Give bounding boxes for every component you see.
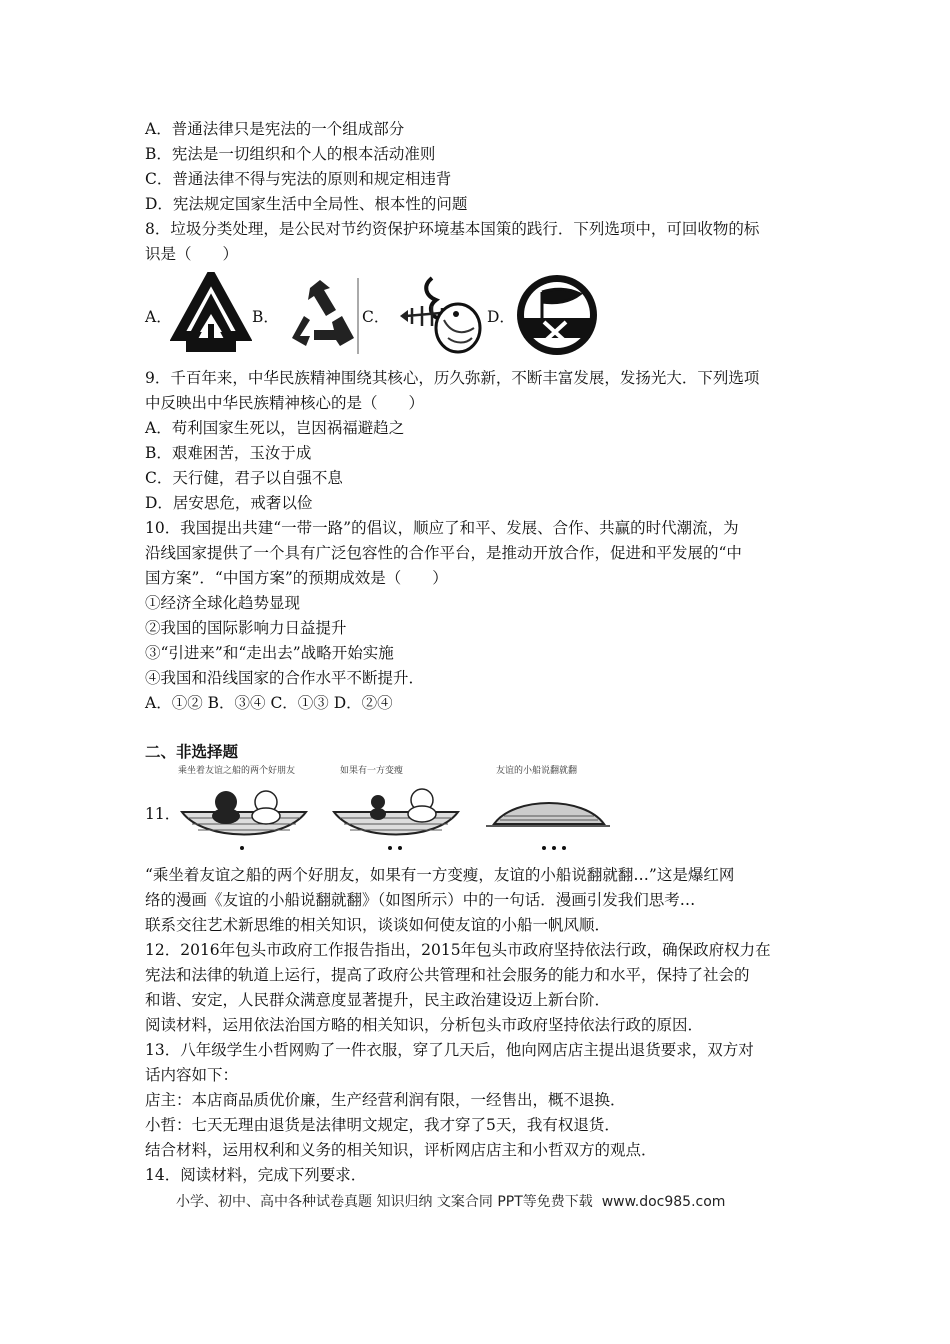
q9-stem-line1: 9．千百年来，中华民族精神围绕其核心，历久弥新，不断丰富发展，发扬光大．下列选项	[145, 369, 760, 387]
footer-url[interactable]: www.doc985.com	[601, 1194, 726, 1210]
recycle-arrows-bold-icon	[170, 272, 252, 356]
food-waste-icon	[392, 272, 488, 358]
q9-option-b: B．艰难困苦，玉汝于成	[145, 444, 312, 462]
q11-label: 11．	[145, 805, 181, 823]
q13-line4: 小哲：七天无理由退货是法律明文规定，我才穿了5天，我有权退货．	[145, 1116, 620, 1134]
q9-option-c: C．天行健，君子以自强不息	[145, 469, 343, 487]
q12-line4: 阅读材料，运用依法治国方略的相关知识，分析包头市政府坚持依法行政的原因．	[145, 1016, 704, 1034]
hazardous-waste-icon	[514, 272, 600, 358]
q10-item-3: ③“引进来”和“走出去”战略开始实施	[145, 644, 394, 662]
q10-stem-line1: 10．我国提出共建“一带一路”的倡议，顺应了和平、发展、合作、共赢的时代潮流，为	[145, 519, 739, 537]
q13-line2: 话内容如下：	[145, 1066, 239, 1084]
q10-item-4: ④我国和沿线国家的合作水平不断提升．	[145, 669, 425, 687]
q11-line2: 络的漫画《友谊的小船说翻就翻》（如图所示）中的一句话．漫画引发我们思考…	[145, 891, 696, 909]
q12-line1: 12．2016年包头市政府工作报告指出，2015年包头市政府坚持依法行政，确保政府权力在	[145, 941, 771, 959]
q8-label-b: B．	[252, 308, 279, 326]
footer-text: 小学、初中、高中各种试卷真题 知识归纳 文案合同 PPT等免费下载	[176, 1194, 593, 1210]
comic-caption-3: 友谊的小船说翻就翻	[496, 766, 578, 776]
q7-option-a: A．普通法律只是宪法的一个组成部分	[145, 120, 405, 138]
q10-item-1: ①经济全球化趋势显现	[145, 594, 301, 612]
q12-line2: 宪法和法律的轨道上运行，提高了政府公共管理和社会服务的能力和水平，保持了社会的	[145, 966, 750, 984]
q12-line3: 和谐、安定，人民群众满意度显著提升，民主政治建设迈上新台阶．	[145, 991, 611, 1009]
q11-line1: “乘坐着友谊之船的两个好朋友，如果有一方变瘦，友谊的小船说翻就翻…”这是爆红网	[145, 866, 735, 884]
q13-line3: 店主：本店商品质优价廉，生产经营利润有限，一经售出，概不退换．	[145, 1091, 626, 1109]
q8-stem-line2: 识是（ ）	[145, 245, 239, 263]
q11-line3: 联系交往艺术新思维的相关知识，谈谈如何使友谊的小船一帆风顺．	[145, 916, 611, 934]
page-footer	[176, 1191, 725, 1211]
recycle-arrows-outline-icon	[280, 276, 360, 356]
q7-option-c: C．普通法律不得与宪法的原则和规定相违背	[145, 170, 452, 188]
q13-line1: 13．八年级学生小哲网购了一件衣服，穿了几天后，他向网店店主提出退货要求，双方对	[145, 1041, 754, 1059]
q8-label-c: C．	[362, 308, 390, 326]
q7-option-b: B．宪法是一切组织和个人的根本活动准则	[145, 145, 436, 163]
comic-caption-1: 乘坐着友谊之船的两个好朋友	[178, 766, 296, 776]
q8-stem-line1: 8．垃圾分类处理，是公民对节约资保护环境基本国策的践行．下列选项中，可回收物的标	[145, 220, 760, 238]
section-title: 二、非选择题	[145, 742, 239, 761]
q9-option-a: A．苟利国家生死以，岂因祸福避趋之	[145, 419, 405, 437]
q10-stem-line2: 沿线国家提供了一个具有广泛包容性的合作平台，是推动开放合作，促进和平发展的“中	[145, 544, 742, 562]
q8-label-a: A．	[145, 308, 172, 326]
q9-option-d: D．居安思危，戒奢以俭	[145, 494, 313, 512]
q13-line5: 结合材料，运用权利和义务的相关知识，评析网店店主和小哲双方的观点．	[145, 1141, 657, 1159]
q10-item-2: ②我国的国际影响力日益提升	[145, 619, 347, 637]
q9-stem-line2: 中反映出中华民族精神核心的是（ ）	[145, 394, 425, 412]
comic-caption-2: 如果有一方变瘦	[340, 766, 404, 776]
friendship-boat-comic	[174, 762, 614, 854]
q10-choices: A．①② B．③④ C．①③ D．②④	[145, 694, 393, 712]
q14-line1: 14．阅读材料，完成下列要求．	[145, 1166, 367, 1184]
q8-label-d: D．	[487, 308, 515, 326]
q7-option-d: D．宪法规定国家生活中全局性、根本性的问题	[145, 195, 468, 213]
q10-stem-line3: 国方案”．“中国方案”的预期成效是（ ）	[145, 569, 448, 587]
